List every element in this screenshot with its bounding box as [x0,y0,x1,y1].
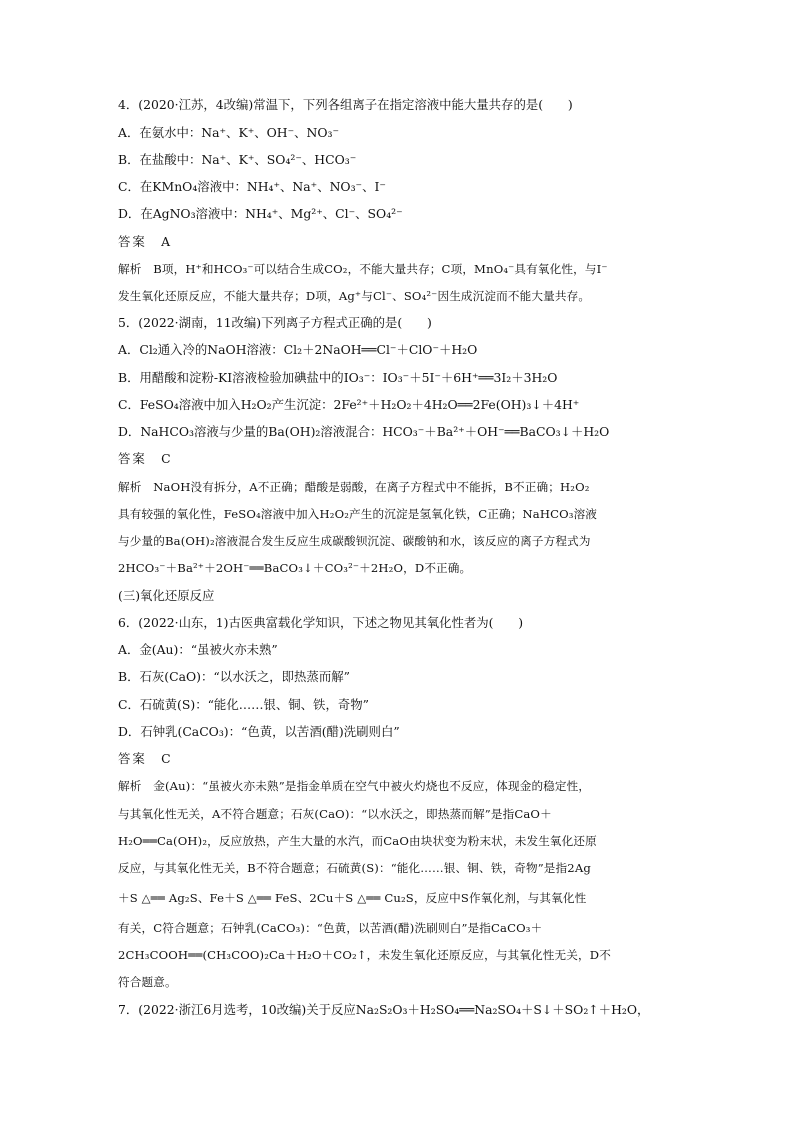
question-6-answer: 答案 C [118,751,173,766]
question-6-explanation-line-1: 解析 金(Au)：“虽被火亦未熟”是指金单质在空气中被火灼烧也不反应，体现金的稳定性， [118,779,591,793]
question-6-stem: 6．(2022·山东，1)古医典富载化学知识，下述之物见其氧化性者为( ) [118,615,524,630]
question-4-explanation-line-1: 解析 B项，H⁺和HCO₃⁻可以结合生成CO₂，不能大量共存；C项，MnO₄⁻具有氧化性，与I⁻ [118,262,608,276]
question-5-answer: 答案 C [118,451,173,466]
question-4-answer: 答案 A [118,234,173,249]
question-4-option-a: A．在氨水中：Na⁺、K⁺、OH⁻、NO₃⁻ [118,125,340,140]
question-5-option-c: C．FeSO₄溶液中加入H₂O₂产生沉淀：2Fe²⁺＋H₂O₂＋4H₂O══2Fe(OH)₃↓＋4H⁺ [118,397,580,412]
question-7-stem: 7．(2022·浙江6月选考，10改编)关于反应Na₂S₂O₃＋H₂SO₄══Na₂SO₄＋S↓＋SO₂↑＋H₂O， [118,1002,650,1017]
question-6-explanation-line-2: 与其氧化性无关，A不符合题意；石灰(CaO)：“以水沃之，即热蒸而解”是指CaO＋ [118,807,552,821]
question-6-option-b: B．石灰(CaO)：“以水沃之，即热蒸而解” [118,669,350,684]
section-heading: (三)氧化还原反应 [118,588,215,603]
question-5-explanation-line-3: 与少量的Ba(OH)₂溶液混合发生反应生成碳酸钡沉淀、碳酸钠和水，该反应的离子方程式为 [118,534,591,548]
question-5-option-b: B．用醋酸和淀粉-KI溶液检验加碘盐中的IO₃⁻：IO₃⁻＋5I⁻＋6H⁺══3I₂＋3H₂O [118,370,558,385]
question-4-explanation-line-2: 发生氧化还原反应，不能大量共存；D项，Ag⁺与Cl⁻、SO₄²⁻因生成沉淀而不能大量共存。 [118,289,591,303]
question-5-option-d: D．NaHCO₃溶液与少量的Ba(OH)₂溶液混合：HCO₃⁻＋Ba²⁺＋OH⁻══BaCO₃↓＋H₂O [118,424,610,439]
question-6-explanation-line-7: 2CH₃COOH══(CH₃COO)₂Ca＋H₂O＋CO₂↑，未发生氧化还原反应，与其氧化性无关，D不 [118,948,611,962]
question-4-option-d: D．在AgNO₃溶液中：NH₄⁺、Mg²⁺、Cl⁻、SO₄²⁻ [118,206,403,221]
question-5-stem: 5．(2022·湖南，11改编)下列离子方程式正确的是( ) [118,315,432,330]
question-5-explanation-line-2: 具有较强的氧化性，FeSO₄溶液中加入H₂O₂产生的沉淀是氢氧化铁，C正确；NaHCO₃溶液 [118,507,598,521]
question-6-explanation-line-5: ＋S △══ Ag₂S、Fe＋S △══ FeS、2Cu＋S △══ Cu₂S，反应中S作氧化剂，与其氧化性 [118,891,587,905]
question-6-option-a: A．金(Au)：“虽被火亦未熟” [118,642,278,657]
question-6-option-d: D．石钟乳(CaCO₃)：“色黄，以苦酒(醋)洗刷则白” [118,724,400,739]
question-6-explanation-line-3: H₂O══Ca(OH)₂，反应放热，产生大量的水汽，而CaO由块状变为粉末状，未发生氧化还原 [118,834,597,848]
question-5-explanation-line-4: 2HCO₃⁻＋Ba²⁺＋2OH⁻══BaCO₃↓＋CO₃²⁻＋2H₂O，D不正确。 [118,561,472,575]
question-6-explanation-line-6: 有关，C符合题意；石钟乳(CaCO₃)：“色黄，以苦酒(醋)洗刷则白”是指CaCO₃＋ [118,921,543,935]
question-5-explanation-line-1: 解析 NaOH没有拆分，A不正确；醋酸是弱酸，在离子方程式中不能拆，B不正确；H₂O₂ [118,480,590,494]
question-4-option-b: B．在盐酸中：Na⁺、K⁺、SO₄²⁻、HCO₃⁻ [118,152,357,167]
question-4-option-c: C．在KMnO₄溶液中：NH₄⁺、Na⁺、NO₃⁻、I⁻ [118,179,386,194]
question-4-stem: 4．(2020·江苏，4改编)常温下，下列各组离子在指定溶液中能大量共存的是( ) [118,97,573,112]
question-5-option-a: A．Cl₂通入冷的NaOH溶液：Cl₂＋2NaOH══Cl⁻＋ClO⁻＋H₂O [118,342,478,357]
question-6-option-c: C．石硫黄(S)：“能化……银、铜、铁，奇物” [118,697,369,712]
question-6-explanation-line-8: 符合题意。 [118,975,177,989]
question-6-explanation-line-4: 反应，与其氧化性无关，B不符合题意；石硫黄(S)：“能化……银、铜、铁，奇物”是指2Ag [118,861,591,875]
